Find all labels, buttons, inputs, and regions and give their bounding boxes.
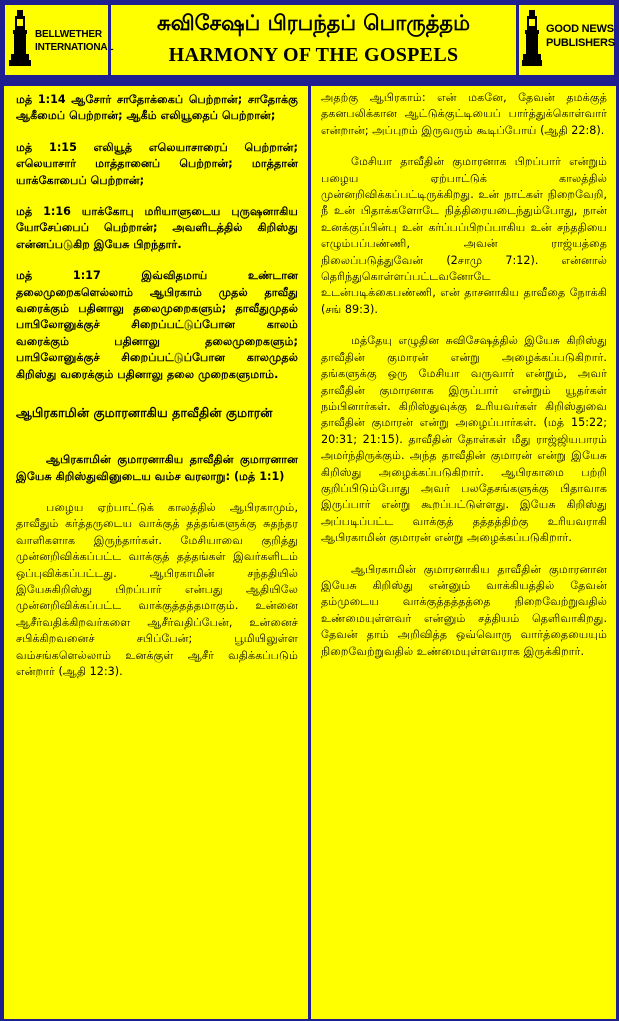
- title-tamil: சுவிசேஷப் பிரபந்தப் பொருத்தம்: [157, 11, 470, 35]
- body-paragraph: மத்தேயு எழுதின சுவிசேஷத்தில் இயேசு கிறிஸ்து தாவீதின் குமாரன் என்று அழைக்கப்படுகிறார். தங்களுக்கு ஒரு மேசியா வருவார் என்றும், அவர் தாவீதின் குமாரனாக இருப்பார் என்றும் யூதர்கள் நம்பினார்கள். கிறிஸ்துவுக்கு உரியவர்கள் கிறிஸ்துவை தாவீதின் குமாரன் என்று அழைப்பார்கள். (மத் 15:22; 20:31; 21:15). தாவீதின் தோள்கள் மீது ராஜ்ஜியபாரம் அமர்ந்திருக்கும். அந்த தாவீதின் குமாரன் என்று இயேசு கிறிஸ்து அழைக்கப்படுகிறார். ஆபிரகாமை பற்றி குறிப்பிடும்போது அவர் பலதேசங்களுக்கு பிதாவாக இருப்பார் என்று கூறப்பட்டுள்ளது. இயேசு கிறிஸ்து அப்படிப்பட்ட வாக்குத் தத்தத்திற்கு உரியவராகி ஆபிரகாமின் குமாரன் என்று அழைக்கப்படுகிறார்.: [321, 334, 607, 545]
- body-paragraph: அதற்கு ஆபிரகாம்: என் மகனே, தேவன் தமக்குத் தகனபலிக்கான ஆட்டுக்குட்டியைப் பார்த்துக்கொள்வார் என்றான்; அப்புறம் இருவரும் கூடிப்போய் (ஆதி 22:8).: [321, 91, 607, 137]
- body-paragraph: மேசியா தாவீதின் குமாரனாக பிறப்பார் என்றும் பழைய ஏற்பாட்டுக் காலத்தில் முன்னறிவிக்கப்பட்டிருக்கிறது. உன் நாட்கள் நிறைவேறி, நீ உன் பிதாக்களோடே நித்திரையடைந்தும்போது, நான் உனக்குப்பின்பு உன் கர்ப்பப்பிறப்பாகிய உன் சந்ததியை எழும்பப்பண்ணி, அவன் ராஜ்யத்தை நிலைப்படுத்துவேன் (2சாமு 7:12). என்னால் தெரிந்துகொள்ளப்பட்டவனோடே உடன்படிக்கைபண்ணி, என் தாசனாகிய தாவீதை நோக்கி (சங் 89:3).: [321, 155, 607, 316]
- logo-line-1: BELLWETHER: [35, 29, 102, 40]
- logo-line-2: PUBLISHERS: [546, 37, 615, 49]
- subheading: ஆபிரகாமின் குமாரனாகிய தாவீதின் குமாரனான இயேசு கிறிஸ்துவினுடைய வம்ச வரலாறு: (மத் 1:1): [16, 453, 298, 483]
- body-paragraph: பழைய ஏற்பாட்டுக் காலத்தில் ஆபிரகாமும், தாவீதும் கர்த்தருடைய வாக்குத் தத்தங்களுக்கு சுதந்தர வாளிகளாக இருந்தார்கள். மேசியாவை குறித்து முன்னறிவிக்கப்பட்ட வாக்குத் தத்தங்கள் இவர்களிடம் ஒப்புவிக்கப்பட்டது. ஆபிரகாமின் சந்ததியில் இயேசுகிறிஸ்து பிறப்பார் என்பது ஆதியிலே முன்னறிவிக்கப்பட்ட வாக்குத்தத்தமாகும். உன்னை ஆசீர்வதிக்கிறவர்களை ஆசீர்வதிப்பேன், உன்னைச் சபிக்கிறவனைச் சபிப்பேன்; பூமியிலுள்ள வம்சங்களெல்லாம் உனக்குள் ஆசீர் வதிக்கப்படும் என்றார் (ஆதி 12:3).: [16, 500, 298, 678]
- verse-1-16: மத் 1:16 யாக்கோபு மரியாளுடைய புருஷனாகிய யோசேப்பைப் பெற்றான்; அவளிடத்தில் கிறிஸ்து என்னப்படுகிற இயேசு பிறந்தார்.: [16, 205, 298, 251]
- title-box: [108, 5, 519, 75]
- header-banner: [2, 2, 617, 78]
- left-column: [4, 86, 308, 1019]
- logo-line-1: GOOD NEWS: [546, 23, 614, 35]
- bell-tower-icon: [9, 8, 31, 68]
- verse-1-15: மத் 1:15 எலியூத் எலெயாசாரைப் பெற்றான்; எலெயாசார் மாத்தானைப் பெற்றான்; மாத்தான் யாக்கோபைப் பெற்றான்;: [16, 140, 298, 187]
- body-paragraph: ஆபிரகாமின் குமாரனாகிய தாவீதின் குமாரனான இயேசு கிறிஸ்து என்னும் வாக்கியத்தில் தேவன் தம்முடைய வாக்குத்தத்தத்தை நிறைவேற்றுவதில் உண்மையுள்ளவர் என்னும் சத்தியம் தெளிவாகிறது. தேவன் தாம் அறிவித்த ஒவ்வொரு வார்த்தையையும் நிறைவேற்றுவதில் உண்மையுள்ளவராக இருக்கிறார்.: [321, 562, 607, 658]
- verse-1-14: மத் 1:14 ஆசோர் சாதோக்கைப் பெற்றான்; சாதோக்கு ஆகீமைப் பெற்றான்; ஆகீம் எலியூதைப் பெற்றான்;: [16, 93, 298, 123]
- good-news-logo: [522, 8, 616, 76]
- logo-line-2: INTERNATIONAL: [35, 42, 114, 53]
- title-english: HARMONY OF THE GOSPELS: [168, 44, 459, 66]
- bell-tower-icon: [522, 8, 542, 68]
- bellwether-logo: [9, 8, 114, 76]
- section-heading: ஆபிரகாமின் குமாரனாகிய தாவீதின் குமாரன்: [16, 405, 273, 421]
- verse-1-17: மத் 1:17 இவ்விதமாய் உண்டான தலைமுறைகளெல்லாம் ஆபிரகாம் முதல் தாவீது வரைக்கும் பதினாலு தலைமுறைகளும்; தாவீதுமுதல் பாபிலோனுக்குச் சிறைப்பட்டுப்போன காலம் வரைக்கும் பதினாலு தலைமுறைகளும்; பாபிலோனுக்குச் சிறைப்பட்டுப்போன காலமுதல் கிறிஸ்து வரைக்கும் பதினாலு தலை முறைகளுமாம்.: [16, 269, 298, 381]
- right-column: [311, 86, 616, 1019]
